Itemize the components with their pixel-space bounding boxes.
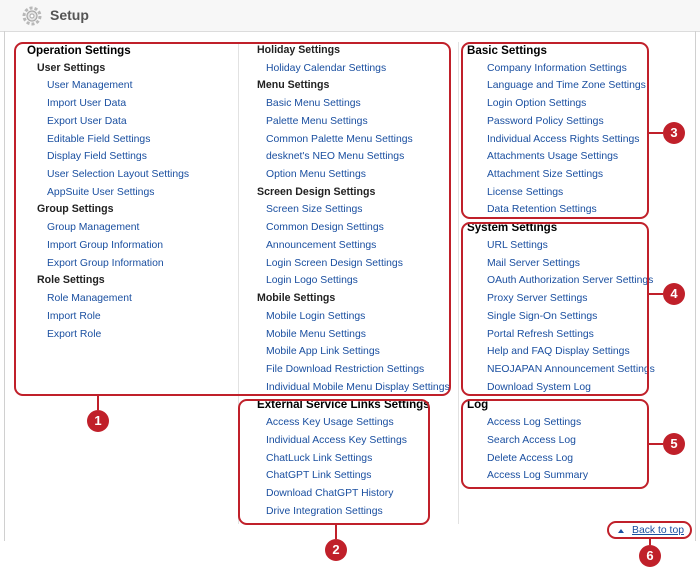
link-neojapan-announcement-settings[interactable]: NEOJAPAN Announcement Settings — [487, 363, 655, 375]
link-announcement-settings[interactable]: Announcement Settings — [266, 239, 377, 251]
link-attachments-usage-settings[interactable]: Attachments Usage Settings — [487, 151, 619, 163]
connector-4 — [649, 293, 663, 295]
link-login-screen-design-settings[interactable]: Login Screen Design Settings — [266, 257, 403, 269]
callout-badge: 4 — [663, 283, 685, 305]
link-search-access-log[interactable]: Search Access Log — [487, 434, 576, 446]
link-file-download-restriction-settings[interactable]: File Download Restriction Settings — [266, 363, 425, 375]
connector-5 — [649, 443, 663, 445]
link-language-and-time-zone-settings[interactable]: Language and Time Zone Settings — [487, 80, 646, 92]
section-heading-user-settings: User Settings — [37, 61, 106, 74]
link-mobile-login-settings[interactable]: Mobile Login Settings — [266, 310, 366, 322]
callout-badge: 2 — [325, 539, 347, 561]
callout-badge: 6 — [639, 545, 661, 567]
link-download-system-log[interactable]: Download System Log — [487, 381, 591, 393]
link-license-settings[interactable]: License Settings — [487, 186, 564, 198]
section-heading-screen-design-settings: Screen Design Settings — [257, 185, 376, 198]
link-url-settings[interactable]: URL Settings — [487, 239, 548, 251]
link-desknet-s-neo-menu-settings[interactable]: desknet's NEO Menu Settings — [266, 151, 405, 163]
gear-icon — [20, 5, 44, 27]
link-editable-field-settings[interactable]: Editable Field Settings — [47, 133, 151, 145]
link-common-design-settings[interactable]: Common Design Settings — [266, 222, 384, 234]
section-heading-system-settings: System Settings — [467, 221, 558, 235]
link-login-logo-settings[interactable]: Login Logo Settings — [266, 275, 358, 287]
callout-badge: 5 — [663, 433, 685, 455]
section-heading-group-settings: Group Settings — [37, 203, 114, 216]
link-password-policy-settings[interactable]: Password Policy Settings — [487, 115, 604, 127]
section-heading-mobile-settings: Mobile Settings — [257, 292, 336, 305]
link-user-selection-layout-settings[interactable]: User Selection Layout Settings — [47, 169, 190, 181]
link-drive-integration-settings[interactable]: Drive Integration Settings — [266, 505, 383, 517]
link-import-group-information[interactable]: Import Group Information — [47, 239, 164, 251]
link-download-chatgpt-history[interactable]: Download ChatGPT History — [266, 487, 394, 499]
section-heading-role-settings: Role Settings — [37, 274, 105, 287]
link-portal-refresh-settings[interactable]: Portal Refresh Settings — [487, 328, 594, 340]
link-holiday-calendar-settings[interactable]: Holiday Calendar Settings — [266, 62, 387, 74]
section-heading-basic-settings: Basic Settings — [467, 44, 547, 57]
section-heading-menu-settings: Menu Settings — [257, 79, 330, 92]
link-import-user-data[interactable]: Import User Data — [47, 98, 127, 110]
callout-badge: 1 — [87, 410, 109, 432]
callout-box-4 — [461, 222, 649, 396]
link-appsuite-user-settings[interactable]: AppSuite User Settings — [47, 186, 155, 198]
link-mobile-menu-settings[interactable]: Mobile Menu Settings — [266, 328, 366, 340]
link-option-menu-settings[interactable]: Option Menu Settings — [266, 169, 366, 181]
link-export-user-data[interactable]: Export User Data — [47, 115, 127, 127]
link-oauth-authorization-server-settings[interactable]: OAuth Authorization Server Settings — [487, 275, 654, 287]
link-individual-access-key-settings[interactable]: Individual Access Key Settings — [266, 434, 407, 446]
link-chatgpt-link-settings[interactable]: ChatGPT Link Settings — [266, 470, 372, 482]
callout-box-5 — [461, 399, 649, 489]
section-heading-log: Log — [467, 398, 489, 412]
link-palette-menu-settings[interactable]: Palette Menu Settings — [266, 115, 368, 127]
link-mobile-app-link-settings[interactable]: Mobile App Link Settings — [266, 346, 380, 358]
callout-box-2 — [238, 399, 430, 525]
link-individual-mobile-menu-display-settings[interactable]: Individual Mobile Menu Display Settings — [266, 381, 450, 393]
link-data-retention-settings[interactable]: Data Retention Settings — [487, 204, 597, 216]
callout-box-3 — [461, 42, 649, 219]
link-chatluck-link-settings[interactable]: ChatLuck Link Settings — [266, 452, 373, 464]
link-single-sign-on-settings[interactable]: Single Sign-On Settings — [487, 310, 598, 322]
connector-1 — [97, 396, 99, 410]
link-access-log-settings[interactable]: Access Log Settings — [487, 417, 582, 429]
frame-border-left — [4, 31, 5, 541]
link-individual-access-rights-settings[interactable]: Individual Access Rights Settings — [487, 133, 640, 145]
link-login-option-settings[interactable]: Login Option Settings — [487, 98, 587, 110]
callout-badge: 3 — [663, 122, 685, 144]
section-heading-external-service-links-settings: External Service Links Settings — [257, 398, 430, 412]
connector-3 — [649, 132, 663, 134]
page-title: Setup — [50, 7, 89, 23]
link-display-field-settings[interactable]: Display Field Settings — [47, 151, 147, 163]
section-heading-operation-settings: Operation Settings — [27, 44, 131, 57]
link-import-role[interactable]: Import Role — [47, 310, 101, 322]
link-basic-menu-settings[interactable]: Basic Menu Settings — [266, 98, 361, 110]
link-proxy-server-settings[interactable]: Proxy Server Settings — [487, 293, 588, 305]
link-role-management[interactable]: Role Management — [47, 293, 132, 305]
link-export-role[interactable]: Export Role — [47, 328, 102, 340]
column-divider — [458, 42, 459, 524]
link-common-palette-menu-settings[interactable]: Common Palette Menu Settings — [266, 133, 413, 145]
link-access-key-usage-settings[interactable]: Access Key Usage Settings — [266, 417, 394, 429]
link-user-management[interactable]: User Management — [47, 80, 133, 92]
link-screen-size-settings[interactable]: Screen Size Settings — [266, 204, 363, 216]
back-to-top-link[interactable]: Back to top — [632, 525, 684, 536]
link-mail-server-settings[interactable]: Mail Server Settings — [487, 257, 580, 269]
section-heading-holiday-settings: Holiday Settings — [257, 44, 340, 56]
connector-2 — [335, 525, 337, 539]
link-group-management[interactable]: Group Management — [47, 222, 140, 234]
page-header — [0, 0, 700, 32]
link-access-log-summary[interactable]: Access Log Summary — [487, 470, 589, 482]
link-attachment-size-settings[interactable]: Attachment Size Settings — [487, 169, 604, 181]
frame-border-right — [695, 31, 696, 541]
link-export-group-information[interactable]: Export Group Information — [47, 257, 164, 269]
link-help-and-faq-display-settings[interactable]: Help and FAQ Display Settings — [487, 346, 630, 358]
link-company-information-settings[interactable]: Company Information Settings — [487, 62, 627, 74]
link-delete-access-log[interactable]: Delete Access Log — [487, 452, 574, 464]
callout-box-1 — [14, 42, 451, 396]
